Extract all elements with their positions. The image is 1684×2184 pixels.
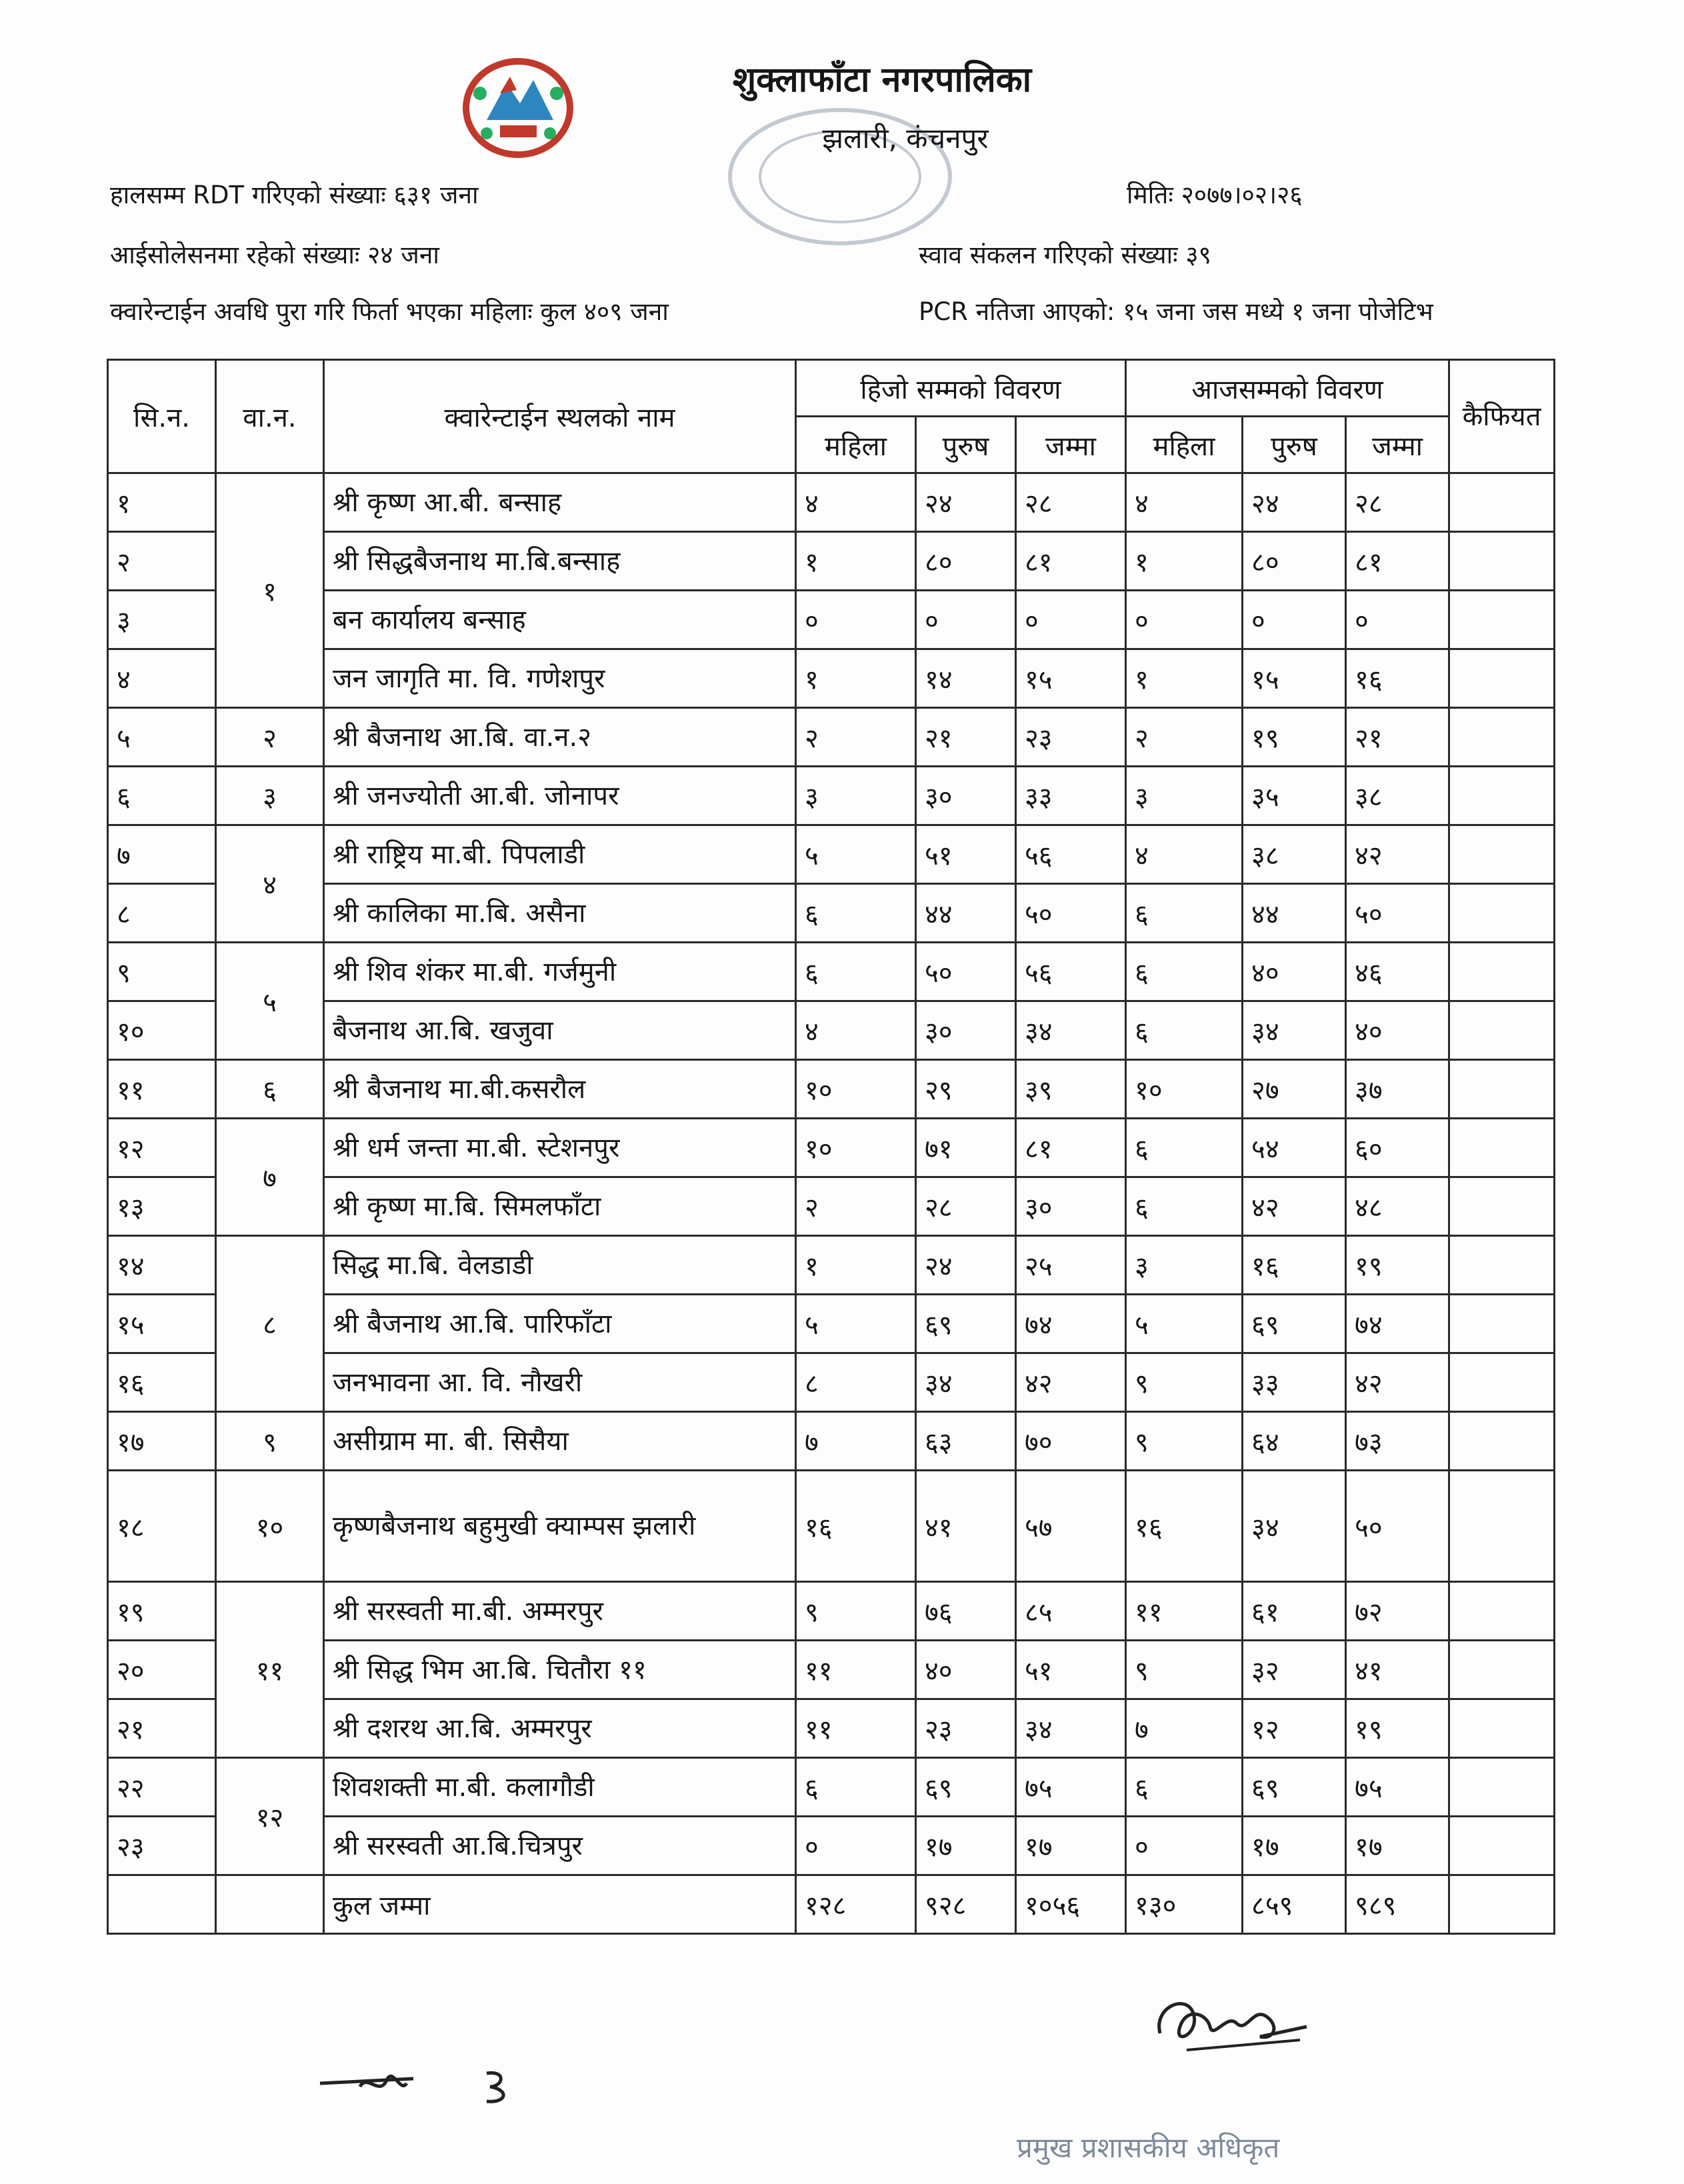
cell-yesterday-male: ५० — [916, 943, 1016, 1001]
cell-today-female: ० — [1126, 591, 1243, 649]
header-today-male: पुरुष — [1243, 417, 1346, 473]
table-row — [108, 1641, 1555, 1699]
cell-yesterday-male: ७१ — [916, 1119, 1016, 1177]
cell-today-female: १ — [1126, 649, 1243, 708]
cell-yesterday-male: ३० — [916, 1001, 1016, 1060]
cell-sn: ८ — [108, 884, 216, 943]
cell-sn: ३ — [108, 591, 216, 649]
cell-site-name: श्री सिद्धबैजनाथ मा.बि.बन्साह — [324, 532, 796, 591]
cell-site-name: श्री कृष्ण मा.बि. सिमलफाँटा — [324, 1177, 796, 1236]
cell-yesterday-female: १ — [796, 1236, 916, 1295]
cell-today-male: ५४ — [1243, 1119, 1346, 1177]
cell-yesterday-male: ४१ — [916, 1471, 1016, 1582]
cell-today-total: ७२ — [1346, 1582, 1449, 1641]
cell-sn: ११ — [108, 1060, 216, 1119]
cell-today-male: १५ — [1243, 649, 1346, 708]
cell-site-name: जनभावना आ. वि. नौखरी — [324, 1353, 796, 1412]
cell-sn: १२ — [108, 1119, 216, 1177]
cell-today-total: १९ — [1346, 1699, 1449, 1758]
cell-yesterday-total: ७५ — [1016, 1758, 1126, 1817]
cell-yesterday-total: ८१ — [1016, 532, 1126, 591]
cell-yesterday-male: ६३ — [916, 1412, 1016, 1471]
cell-today-male: ३५ — [1243, 767, 1346, 825]
cell-today-male: ८० — [1243, 532, 1346, 591]
cell-remarks — [1449, 1060, 1555, 1119]
cell-yesterday-total: १५ — [1016, 649, 1126, 708]
cell-yesterday-total: १७ — [1016, 1817, 1126, 1875]
cell-today-female: ९ — [1126, 1641, 1243, 1699]
cell-remarks — [1449, 1817, 1555, 1875]
cell-sn: ६ — [108, 767, 216, 825]
cell-yesterday-female: ० — [796, 1817, 916, 1875]
cell-yesterday-female: १६ — [796, 1471, 916, 1582]
cell-yesterday-total: ८५ — [1016, 1582, 1126, 1641]
cell-yesterday-male: २४ — [916, 1236, 1016, 1295]
cell-yesterday-male: ६९ — [916, 1758, 1016, 1817]
cell-sn: १३ — [108, 1177, 216, 1236]
cell-today-total: ८१ — [1346, 532, 1449, 591]
cell-today-female: ६ — [1126, 1177, 1243, 1236]
cell-remarks — [1449, 825, 1555, 884]
cell-today-female: ७ — [1126, 1699, 1243, 1758]
cell-today-total: ५० — [1346, 1471, 1449, 1582]
cell-yesterday-female: ४ — [796, 1001, 916, 1060]
table-row — [108, 1119, 1555, 1177]
cell-today-male: ३८ — [1243, 825, 1346, 884]
cell-yesterday-female: ३ — [796, 767, 916, 825]
total-row — [108, 1875, 1555, 1934]
cell-today-female: ६ — [1126, 1119, 1243, 1177]
cell-sn: १६ — [108, 1353, 216, 1412]
table-row — [108, 1001, 1555, 1060]
cell-remarks — [1449, 1353, 1555, 1412]
cell-yesterday-total: २८ — [1016, 473, 1126, 532]
cell-yesterday-female: ७ — [796, 1412, 916, 1471]
cell-today-male: १७ — [1243, 1817, 1346, 1875]
table-row — [108, 1295, 1555, 1353]
cell-remarks — [1449, 1177, 1555, 1236]
table-row — [108, 591, 1555, 649]
cell-today-total: ७४ — [1346, 1295, 1449, 1353]
isolation-count: आईसोलेसनमा रहेको संख्याः २४ जना — [110, 241, 439, 269]
officer-title: प्रमुख प्रशासकीय अधिकृत — [1017, 2131, 1280, 2164]
cell-yesterday-total: ० — [1016, 591, 1126, 649]
cell-yesterday-female: २ — [796, 1177, 916, 1236]
table-row — [108, 1817, 1555, 1875]
cell-yesterday-male: २९ — [916, 1060, 1016, 1119]
cell-today-female: १० — [1126, 1060, 1243, 1119]
cell-site-name: श्री बैजनाथ मा.बी.कसरौल — [324, 1060, 796, 1119]
cell-site-name: बैजनाथ आ.बि. खजुवा — [324, 1001, 796, 1060]
cell-yesterday-female: १० — [796, 1060, 916, 1119]
cell-yesterday-total: ३३ — [1016, 767, 1126, 825]
cell-sn: १८ — [108, 1471, 216, 1582]
header-yesterday-total: जम्मा — [1016, 417, 1126, 473]
cell-today-female: ११ — [1126, 1582, 1243, 1641]
header-yesterday-female: महिला — [796, 417, 916, 473]
header-yesterday: हिजो सम्मको विवरण — [796, 360, 1126, 417]
cell-site-name: शिवशक्ती मा.बी. कलागौडी — [324, 1758, 796, 1817]
table-row — [108, 708, 1555, 767]
cell-today-total: ५० — [1346, 884, 1449, 943]
cell-site-name: श्री कालिका मा.बि. असैना — [324, 884, 796, 943]
table-row — [108, 1236, 1555, 1295]
cell-site-name: सिद्ध मा.बि. वेलडाडी — [324, 1236, 796, 1295]
table-row — [108, 1412, 1555, 1471]
cell-today-total: ४२ — [1346, 825, 1449, 884]
cell-today-female: १६ — [1126, 1471, 1243, 1582]
header-remarks: कैफियत — [1449, 360, 1555, 473]
cell-yesterday-female: २ — [796, 708, 916, 767]
cell-site-name: असीग्राम मा. बी. सिसैया — [324, 1412, 796, 1471]
cell-sn: ९ — [108, 943, 216, 1001]
cell-yesterday-female: ११ — [796, 1699, 916, 1758]
cell-yesterday-female: ५ — [796, 1295, 916, 1353]
cell-today-male: ६९ — [1243, 1295, 1346, 1353]
total-label: कुल जम्मा — [324, 1875, 796, 1934]
cell-ward: ३ — [216, 767, 324, 825]
header-yesterday-male: पुरुष — [916, 417, 1016, 473]
cell-today-male: २४ — [1243, 473, 1346, 532]
page-subtitle: झलारी, कंचनपुर — [822, 122, 989, 155]
table-row — [108, 943, 1555, 1001]
cell-today-total: ६० — [1346, 1119, 1449, 1177]
cell-yesterday-male: ३० — [916, 767, 1016, 825]
cell-yesterday-male: २१ — [916, 708, 1016, 767]
cell-remarks — [1449, 649, 1555, 708]
cell-ward: ६ — [216, 1060, 324, 1119]
table-row — [108, 1177, 1555, 1236]
cell-yesterday-female: ५ — [796, 825, 916, 884]
cell-today-total: १६ — [1346, 649, 1449, 708]
cell-today-total: १७ — [1346, 1817, 1449, 1875]
cell-remarks — [1449, 1699, 1555, 1758]
cell-yesterday-total: ५७ — [1016, 1471, 1126, 1582]
cell-today-total: २८ — [1346, 473, 1449, 532]
cell-yesterday-female: ८ — [796, 1353, 916, 1412]
cell-today-female: ६ — [1126, 1758, 1243, 1817]
cell-yesterday-total: ७४ — [1016, 1295, 1126, 1353]
cell-today-female: ६ — [1126, 1001, 1243, 1060]
header-ward: वा.न. — [216, 360, 324, 473]
cell-yesterday-female: १० — [796, 1119, 916, 1177]
cell-yesterday-male: ६९ — [916, 1295, 1016, 1353]
cell-remarks — [1449, 1001, 1555, 1060]
swab-count: स्वाव संकलन गरिएको संख्याः ३९ — [919, 241, 1211, 269]
table-row — [108, 1758, 1555, 1817]
table-row — [108, 825, 1555, 884]
cell-today-total: १९ — [1346, 1236, 1449, 1295]
cell-sn: १५ — [108, 1295, 216, 1353]
cell-ward: १० — [216, 1471, 324, 1582]
cell-today-male: १२ — [1243, 1699, 1346, 1758]
cell-sn: ५ — [108, 708, 216, 767]
cell-today-male: ३४ — [1243, 1001, 1346, 1060]
cell-site-name: श्री राष्ट्रिय मा.बी. पिपलाडी — [324, 825, 796, 884]
cell-sn: १० — [108, 1001, 216, 1060]
cell-site-name: श्री बैजनाथ आ.बि. वा.न.२ — [324, 708, 796, 767]
cell-sn: १ — [108, 473, 216, 532]
cell-yesterday-male: ४४ — [916, 884, 1016, 943]
cell-yesterday-total: २५ — [1016, 1236, 1126, 1295]
cell-sn: २३ — [108, 1817, 216, 1875]
cell-today-male: ६९ — [1243, 1758, 1346, 1817]
cell-yesterday-total: ३० — [1016, 1177, 1126, 1236]
cell-site-name: श्री दशरथ आ.बि. अम्मरपुर — [324, 1699, 796, 1758]
cell-yesterday-male: २४ — [916, 473, 1016, 532]
cell-today-female: ४ — [1126, 825, 1243, 884]
cell-today-total: ७५ — [1346, 1758, 1449, 1817]
cell-ward: १ — [216, 473, 324, 708]
cell-yesterday-male: १४ — [916, 649, 1016, 708]
cell-remarks — [1449, 473, 1555, 532]
cell-yesterday-total: ४२ — [1016, 1353, 1126, 1412]
cell-sn: २ — [108, 532, 216, 591]
total-yesterday-total: १०५६ — [1016, 1875, 1126, 1934]
header-sn: सि.न. — [108, 360, 216, 473]
cell-yesterday-total: ८१ — [1016, 1119, 1126, 1177]
cell-ward: ७ — [216, 1119, 324, 1236]
total-remarks — [1449, 1875, 1555, 1934]
cell-yesterday-female: ६ — [796, 884, 916, 943]
cell-today-total: ० — [1346, 591, 1449, 649]
cell-today-total: ४१ — [1346, 1641, 1449, 1699]
table-row — [108, 1353, 1555, 1412]
total-today-female: १३० — [1126, 1875, 1243, 1934]
cell-today-male: २७ — [1243, 1060, 1346, 1119]
cell-ward: १२ — [216, 1758, 324, 1875]
cell-sn: १७ — [108, 1412, 216, 1471]
page-title: शुक्लाफाँटा नगरपालिका — [732, 60, 1032, 100]
cell-ward: ९ — [216, 1412, 324, 1471]
cell-today-male: १६ — [1243, 1236, 1346, 1295]
cell-today-female: ६ — [1126, 943, 1243, 1001]
cell-yesterday-total: ७० — [1016, 1412, 1126, 1471]
cell-yesterday-total: ३४ — [1016, 1699, 1126, 1758]
cell-today-total: ३८ — [1346, 767, 1449, 825]
cell-yesterday-total: ३९ — [1016, 1060, 1126, 1119]
quarantine-table — [107, 359, 1555, 1935]
rdt-count: हालसम्म RDT गरिएको संख्याः ६३१ जना — [110, 181, 479, 209]
cell-sn: १९ — [108, 1582, 216, 1641]
cell-yesterday-male: ७६ — [916, 1582, 1016, 1641]
cell-today-female: १ — [1126, 532, 1243, 591]
cell-remarks — [1449, 1412, 1555, 1471]
header-today-total: जम्मा — [1346, 417, 1449, 473]
cell-site-name: श्री शिव शंकर मा.बी. गर्जमुनी — [324, 943, 796, 1001]
cell-today-total: ७३ — [1346, 1412, 1449, 1471]
cell-today-male: ४४ — [1243, 884, 1346, 943]
cell-today-female: ९ — [1126, 1353, 1243, 1412]
cell-yesterday-male: ५१ — [916, 825, 1016, 884]
cell-site-name: श्री सरस्वती आ.बि.चित्रपुर — [324, 1817, 796, 1875]
table-row — [108, 649, 1555, 708]
cell-site-name: श्री धर्म जन्ता मा.बी. स्टेशनपुर — [324, 1119, 796, 1177]
cell-today-female: ६ — [1126, 884, 1243, 943]
cell-yesterday-total: २३ — [1016, 708, 1126, 767]
cell-today-male: १९ — [1243, 708, 1346, 767]
cell-today-male: ६१ — [1243, 1582, 1346, 1641]
cell-yesterday-total: ५६ — [1016, 825, 1126, 884]
cell-empty — [108, 1875, 216, 1934]
cell-today-female: ५ — [1126, 1295, 1243, 1353]
table-row — [108, 1582, 1555, 1641]
cell-remarks — [1449, 884, 1555, 943]
cell-empty — [216, 1875, 324, 1934]
cell-yesterday-female: ६ — [796, 943, 916, 1001]
cell-ward: ५ — [216, 943, 324, 1060]
cell-today-total: ४८ — [1346, 1177, 1449, 1236]
cell-today-total: ३७ — [1346, 1060, 1449, 1119]
table-row — [108, 1699, 1555, 1758]
cell-today-female: ३ — [1126, 767, 1243, 825]
cell-remarks — [1449, 1758, 1555, 1817]
cell-sn: २१ — [108, 1699, 216, 1758]
cell-today-male: ४० — [1243, 943, 1346, 1001]
total-yesterday-male: ९२८ — [916, 1875, 1016, 1934]
cell-remarks — [1449, 1119, 1555, 1177]
header-name: क्वारेन्टाईन स्थलको नाम — [324, 360, 796, 473]
cell-remarks — [1449, 708, 1555, 767]
cell-remarks — [1449, 1582, 1555, 1641]
cell-yesterday-female: १ — [796, 649, 916, 708]
header-today-female: महिला — [1126, 417, 1243, 473]
cell-remarks — [1449, 767, 1555, 825]
cell-remarks — [1449, 1295, 1555, 1353]
cell-yesterday-male: ० — [916, 591, 1016, 649]
cell-today-total: ४२ — [1346, 1353, 1449, 1412]
cell-site-name: श्री सिद्ध भिम आ.बि. चितौरा ११ — [324, 1641, 796, 1699]
total-yesterday-female: १२८ — [796, 1875, 916, 1934]
cell-sn: २२ — [108, 1758, 216, 1817]
table-row — [108, 1471, 1555, 1582]
cell-yesterday-total: ५१ — [1016, 1641, 1126, 1699]
cell-sn: ४ — [108, 649, 216, 708]
cell-sn: ७ — [108, 825, 216, 884]
cell-today-male: ३२ — [1243, 1641, 1346, 1699]
cell-remarks — [1449, 1236, 1555, 1295]
cell-today-female: ३ — [1126, 1236, 1243, 1295]
table-row — [108, 884, 1555, 943]
cell-yesterday-female: ० — [796, 591, 916, 649]
cell-today-female: ९ — [1126, 1412, 1243, 1471]
table-row — [108, 1060, 1555, 1119]
cell-site-name: जन जागृति मा. वि. गणेशपुर — [324, 649, 796, 708]
cell-ward: ४ — [216, 825, 324, 943]
cell-yesterday-female: १ — [796, 532, 916, 591]
pcr-result: PCR नतिजा आएको: १५ जना जस मध्ये १ जना पोजेटिभ — [919, 297, 1433, 326]
cell-yesterday-male: २८ — [916, 1177, 1016, 1236]
clerk-signature-icon — [313, 2060, 527, 2107]
cell-today-male: ० — [1243, 591, 1346, 649]
cell-today-female: ० — [1126, 1817, 1243, 1875]
cell-ward: २ — [216, 708, 324, 767]
cell-ward: ११ — [216, 1582, 324, 1758]
cell-site-name: श्री बैजनाथ आ.बि. पारिफाँटा — [324, 1295, 796, 1353]
cell-yesterday-male: ३४ — [916, 1353, 1016, 1412]
report-date: मितिः २०७७।०२।२६ — [1127, 181, 1303, 209]
cell-remarks — [1449, 1471, 1555, 1582]
cell-today-male: ६४ — [1243, 1412, 1346, 1471]
cell-yesterday-female: ४ — [796, 473, 916, 532]
table-row — [108, 767, 1555, 825]
header-today: आजसम्मको विवरण — [1126, 360, 1449, 417]
returned-women-count: क्वारेन्टाईन अवधि पुरा गरि फिर्ता भएका महिलाः कुल ४०९ जना — [110, 297, 669, 326]
cell-today-male: ४२ — [1243, 1177, 1346, 1236]
officer-signature-icon — [1147, 1987, 1320, 2067]
total-today-male: ८५९ — [1243, 1875, 1346, 1934]
cell-sn: १४ — [108, 1236, 216, 1295]
cell-remarks — [1449, 532, 1555, 591]
cell-today-female: ४ — [1126, 473, 1243, 532]
cell-yesterday-female: ६ — [796, 1758, 916, 1817]
cell-yesterday-male: २३ — [916, 1699, 1016, 1758]
cell-yesterday-female: ११ — [796, 1641, 916, 1699]
cell-today-total: ४६ — [1346, 943, 1449, 1001]
cell-yesterday-female: ९ — [796, 1582, 916, 1641]
cell-ward: ८ — [216, 1236, 324, 1412]
total-today-total: ९८९ — [1346, 1875, 1449, 1934]
cell-site-name: बन कार्यालय बन्साह — [324, 591, 796, 649]
cell-remarks — [1449, 591, 1555, 649]
cell-site-name: श्री जनज्योती आ.बी. जोनापर — [324, 767, 796, 825]
table-row — [108, 532, 1555, 591]
cell-today-male: ३३ — [1243, 1353, 1346, 1412]
cell-site-name: श्री कृष्ण आ.बी. बन्साह — [324, 473, 796, 532]
cell-yesterday-male: ८० — [916, 532, 1016, 591]
cell-remarks — [1449, 943, 1555, 1001]
cell-sn: २० — [108, 1641, 216, 1699]
cell-yesterday-total: ५६ — [1016, 943, 1126, 1001]
cell-remarks — [1449, 1641, 1555, 1699]
cell-site-name: कृष्णबैजनाथ बहुमुखी क्याम्पस झलारी — [324, 1471, 796, 1582]
cell-yesterday-total: ३४ — [1016, 1001, 1126, 1060]
cell-today-male: ३४ — [1243, 1471, 1346, 1582]
cell-today-total: ४० — [1346, 1001, 1449, 1060]
cell-today-total: २१ — [1346, 708, 1449, 767]
cell-yesterday-total: ५० — [1016, 884, 1126, 943]
cell-site-name: श्री सरस्वती मा.बी. अम्मरपुर — [324, 1582, 796, 1641]
cell-today-female: २ — [1126, 708, 1243, 767]
cell-yesterday-male: ४० — [916, 1641, 1016, 1699]
cell-yesterday-male: १७ — [916, 1817, 1016, 1875]
table-row — [108, 473, 1555, 532]
